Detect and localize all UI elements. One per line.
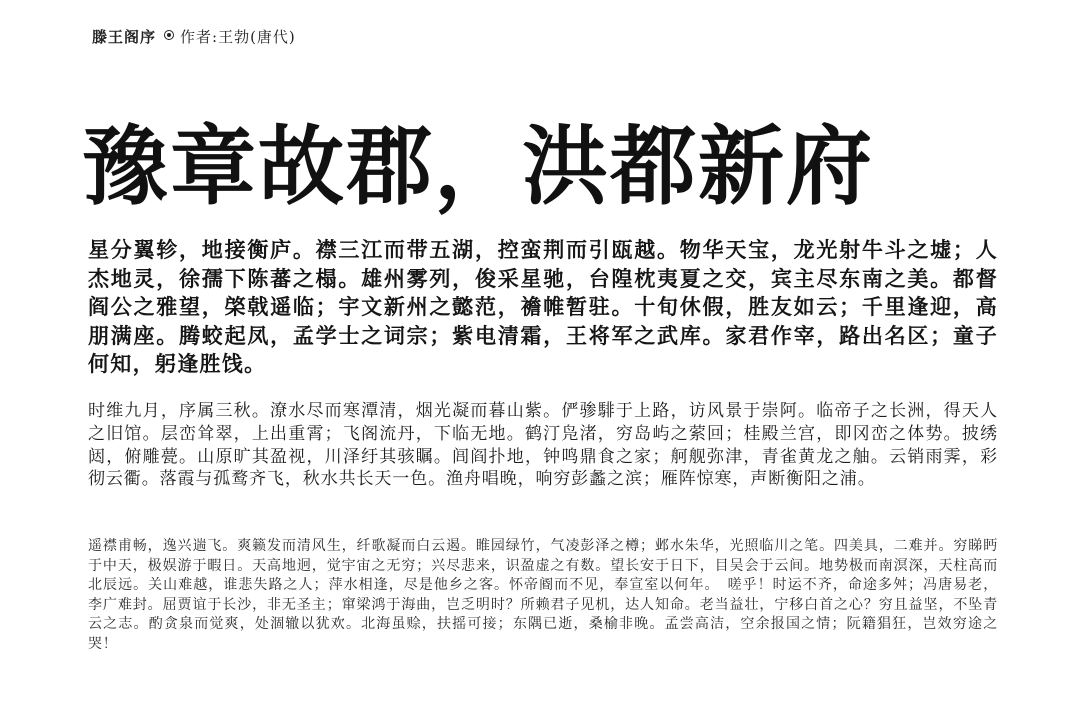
paragraph-1: 星分翼轸，地接衡庐。襟三江而带五湖，控蛮荆而引瓯越。物华天宝，龙光射牛斗之墟；人杰地灵，徐孺下陈蕃之榻。雄州雾列，俊采星驰，台隍枕夷夏之交，宾主尽东南之美。都督阎公之雅望，棨戟遥临；宇文新州之懿范，襜帷暂驻。十旬休假，胜友如云；千里逢迎，高朋满座。腾蛟起凤，孟学士之词宗；紫电清霜，王将军之武库。家君作宰，路出名区；童子何知，躬逢胜饯。 bbox=[88, 237, 998, 376]
paragraph-2: 时维九月，序属三秋。潦水尽而寒潭清，烟光凝而暮山紫。俨骖騑于上路，访风景于崇阿。临帝子之长洲，得天人之旧馆。层峦耸翠，上出重霄；飞阁流丹，下临无地。鹤汀凫渚，穷岛屿之萦回；桂殿兰宫，即冈峦之体势。披绣闼，俯雕甍。山原旷其盈视，川泽纡其骇瞩。闾阎扑地，钟鸣鼎食之家；舸舰弥津，青雀黄龙之舳。云销雨霁，彩彻云衢。落霞与孤鹜齐飞，秋水共长天一色。渔舟唱晚，响穷彭蠡之滨；雁阵惊寒，声断衡阳之浦。 bbox=[88, 401, 998, 490]
paragraph-3: 遥襟甫畅，逸兴遄飞。爽籁发而清风生，纤歌凝而白云遏。睢园绿竹，气凌彭泽之樽；邺水朱华，光照临川之笔。四美具，二难并。穷睇眄于中天，极娱游于暇日。天高地迥，觉宇宙之无穷；兴尽悲来，识盈虚之有数。望长安于日下，目吴会于云间。地势极而南溟深，天柱高而北辰远。关山难越，谁悲失路之人；萍水相逢，尽是他乡之客。怀帝阍而不见，奉宣室以何年。 嗟乎！时运不齐，命途多舛；冯唐易老，李广难封。屈贾谊于长沙，非无圣主；窜梁鸿于海曲，岂乏明时？所赖君子见机，达人知命。老当益壮，宁移白首之心？穷且益坚，不坠青云之志。酌贪泉而觉爽，处涸辙以犹欢。北海虽赊，扶摇可接；东隅已逝，桑榆非晚。孟尝高洁，空余报国之情；阮籍猖狂，岂效穷途之哭！ bbox=[88, 538, 998, 652]
page-heading: 豫章故郡，洪都新府 bbox=[82, 116, 874, 217]
author-line: 作者:王勃(唐代) bbox=[180, 28, 296, 46]
bullet-icon bbox=[164, 30, 174, 40]
article-title: 滕王阁序 bbox=[92, 28, 157, 46]
article-header bbox=[92, 26, 296, 47]
